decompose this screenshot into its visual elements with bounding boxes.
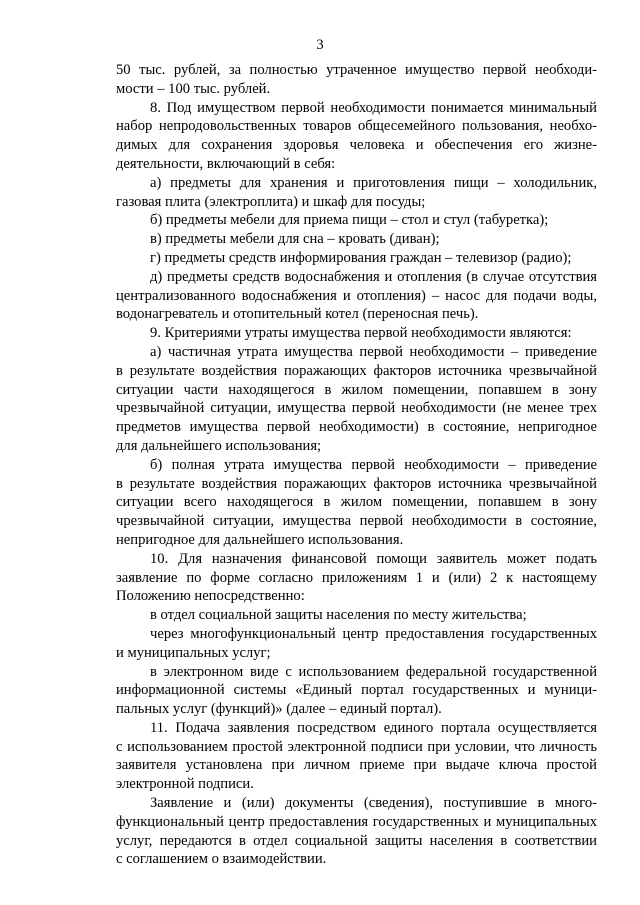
text-line: в отдел социальной защиты населения по месту жительства;	[150, 607, 527, 624]
text-line: 10. Для назначения финансовой помощи заявитель может подать	[150, 550, 597, 567]
text-line: ситуации части находящегося в жилом помещении, попавшем в зону	[116, 381, 597, 398]
text-line: через многофункциональный центр предоставления государственных	[150, 625, 597, 642]
text-line: набор непродовольственных товаров общесемейного пользования, необхо-	[116, 118, 597, 135]
page-number: 3	[316, 37, 324, 53]
text-line: чрезвычайной ситуации, имущества первой необходимости (не менее трех	[116, 400, 597, 417]
text-line: а) частичная утрата имущества первой необходимости – приведение	[150, 343, 597, 360]
text-line: в) предметы мебели для сна – кровать (диван);	[150, 231, 440, 248]
text-line: б) полная утрата имущества первой необходимости – приведение	[150, 456, 597, 473]
text-line: и муниципальных услуг;	[116, 644, 271, 661]
text-line: 8. Под имуществом первой необходимости понимается минимальный	[150, 99, 597, 116]
text-line: пальных услуг (функций)» (далее – единый портал).	[116, 701, 442, 718]
text-line: г) предметы средств информирования граждан – телевизор (радио);	[150, 249, 572, 266]
text-line: 50 тыс. рублей, за полностью утраченное имущество первой необходи-	[116, 62, 597, 78]
text-line: деятельности, включающий в себя:	[116, 155, 336, 172]
text-line: 11. Подача заявления посредством единого портала осуществляется	[150, 719, 597, 736]
text-line: функциональный центр предоставления государственных и муниципальных	[116, 813, 597, 830]
text-line: непригодное для дальнейшего использования.	[116, 531, 404, 548]
text-line: предметов имущества первой необходимости) в состояние, непригодное	[116, 419, 597, 436]
text-line: ситуации всего находящегося в жилом помещении, попавшем в зону	[116, 494, 597, 511]
text-line: с соглашением о взаимодействии.	[116, 851, 327, 868]
text-line: заявителя установлена при личном приеме при выдаче ключа простой	[116, 757, 597, 774]
text-line: централизованного водоснабжения и отопления) – насос для подачи воды,	[116, 287, 597, 304]
text-line: с использованием простой электронной подписи при условии, что личность	[116, 738, 597, 755]
text-line: в электронном виде с использованием федеральной государственной	[150, 663, 597, 680]
text-line: Положению непосредственно:	[116, 588, 305, 605]
text-line: чрезвычайной ситуации, имущества первой необходимости в состояние,	[116, 513, 597, 530]
text-line: услуг, передаются в отдел социальной защиты населения в соответствии	[116, 832, 597, 849]
document-body	[116, 61, 597, 869]
text-line: 9. Критериями утраты имущества первой необходимости являются:	[150, 325, 572, 342]
text-line: электронной подписи.	[116, 776, 254, 793]
text-line: водонагреватель и отопительный котел (переносная печь).	[116, 306, 479, 323]
text-line: для дальнейшего использования;	[116, 437, 322, 454]
text-line: заявление по форме согласно приложениям 1 и (или) 2 к настоящему	[116, 569, 597, 586]
text-line: в результате воздействия поражающих факторов источника чрезвычайной	[116, 362, 597, 379]
text-line: информационной системы «Единый портал государственных и муници-	[116, 682, 597, 699]
text-line: Заявление и (или) документы (сведения), поступившие в много-	[150, 795, 597, 812]
text-line: д) предметы средств водоснабжения и отопления (в случае отсутствия	[150, 268, 597, 285]
text-line: в результате воздействия поражающих факторов источника чрезвычайной	[116, 475, 597, 492]
text-line: а) предметы для хранения и приготовления пищи – холодильник,	[150, 174, 597, 191]
text-line: б) предметы мебели для приема пищи – стол и стул (табуретка);	[150, 212, 549, 229]
text-line: газовая плита (электроплита) и шкаф для посуды;	[116, 193, 426, 210]
text-line: димых для сохранения здоровья человека и обеспечения его жизне-	[116, 137, 597, 154]
text-line: мости – 100 тыс. рублей.	[116, 80, 271, 97]
